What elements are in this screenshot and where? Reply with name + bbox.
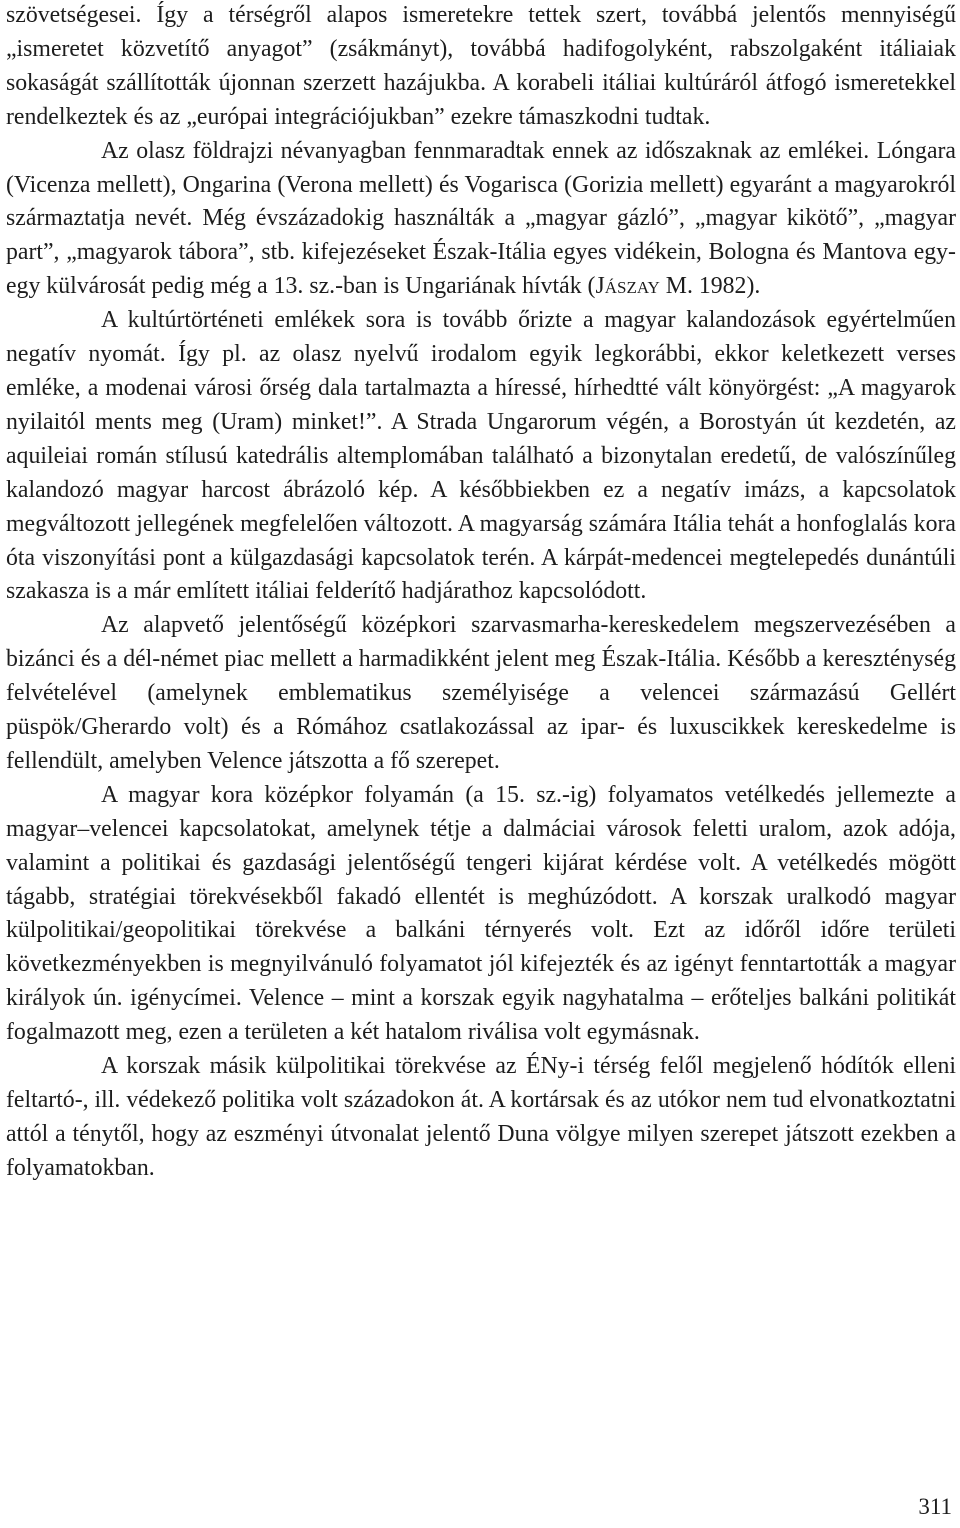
paragraph-4: Az alapvető jelentőségű középkori szarvasmarha-kereskedelem megszervezésében a bizánci és a dél-német piac mellett a harmadikként jelent meg Észak-Itália. Később a kereszténység felvételével (amelynek emblematikus személyisége a velencei származású Gellért püspök/Gherardo volt) és a Rómához csatlakozással az ipar- és luxuscikkek kereskedelme is fellendült, amelyben Velence játszotta a fő szerepet. — [6, 612, 956, 774]
paragraph-1: szövetségesei. Így a térségről alapos ismeretekre tettek szert, továbbá jelentős mennyiségű „ismeretet közvetítő anyagot” (zsákmányt), továbbá hadifogolyként, rabszolgaként itáliaiak sokaságát szállították újonnan szerzett hazájukba. A korabeli itáliai kultúráról átfogó ismeretekkel rendelkeztek és az „európai integrációjukban” ezekre támaszkodni tudtak. — [6, 2, 956, 130]
citation-author: Jászay — [595, 273, 660, 300]
citation-year: M. 1982). — [659, 273, 761, 300]
body-text — [6, 0, 956, 1186]
paragraph-2 — [6, 135, 956, 305]
paragraph-2-text: Az olasz földrajzi névanyagban fennmaradtak ennek az időszaknak az emlékei. Lóngara (Vicenza mellett), Ongarina (Verona mellett) és Vogarisca (Gorizia mellett) egyaránt a magyarokról származtatja nevét. Még évszázadokig használták a „magyar gázló”, „magyar kikötő”, „magyar part”, „magyarok tábora”, stb. kifejezéseket Észak-Itália egyes vidékein, Bologna és Mantova egy-egy külvárosát pedig még a 13. sz.-ban is Ungariának hívták ( — [6, 137, 956, 300]
paragraph-3: A kultúrtörténeti emlékek sora is tovább őrizte a magyar kalandozások egyértelműen negatív nyomát. Így pl. az olasz nyelvű irodalom egyik legkorábbi, ekkor keletkezett verses emléke, a modenai városi őrség dala tartalmazta a híressé, hírhedtté vált könyörgést: „A magyarok nyilaitól ments meg (Uram) minket!”. A Strada Ungarorum végén, a Borostyán út kezdetén, az aquileiai román stílusú katedrális altemplomában található a bizonytalan eredetű, de valószínűleg kalandozó magyar harcost ábrázoló kép. A későbbiekben ez a negatív imázs, a kapcsolatok megváltozott jellegének megfelelően változott. A magyarság számára Itália tehát a honfoglalás kora óta viszonyítási pont a külgazdasági kapcsolatok terén. A kárpát-medencei megtelepedés dunántúli szakasza is a már említett itáliai felderítő hadjárathoz kapcsolódott. — [6, 307, 956, 605]
paragraph-5: A magyar kora középkor folyamán (a 15. sz.-ig) folyamatos vetélkedés jellemezte a magyar–velencei kapcsolatokat, amelynek tétje a dalmáciai városok feletti uralom, azok adója, valamint a politikai és gazdasági jelentőségű tengeri kijárat kérdése volt. A vetélkedés mögött tágabb, stratégiai törekvésekből fakadó ellentét is meghúzódott. A korszak uralkodó magyar külpolitikai/geopolitikai törekvése a balkáni térnyerés volt. Ezt az időről időre területi következményekben is megnyilvánuló folyamatot jól kifejezték és az igényt fenntartották a magyar királyok ún. igénycímei. Velence – mint a korszak egyik nagyhatalma – erőteljes balkáni politikát fogalmazott meg, ezen a területen a két hatalom riválisa volt egymásnak. — [6, 781, 956, 1046]
paragraph-6: A korszak másik külpolitikai törekvése az ÉNy-i térség felől megjelenő hódítók elleni feltartó-, ill. védekező politika volt századokon át. A kortársak és az utókor nem tud elvonatkoztatni attól a ténytől, hogy az eszményi útvonalat jelentő Duna völgye milyen szerepet játszott ezekben a folyamatokban. — [6, 1053, 956, 1181]
page-number: 311 — [918, 1494, 952, 1519]
